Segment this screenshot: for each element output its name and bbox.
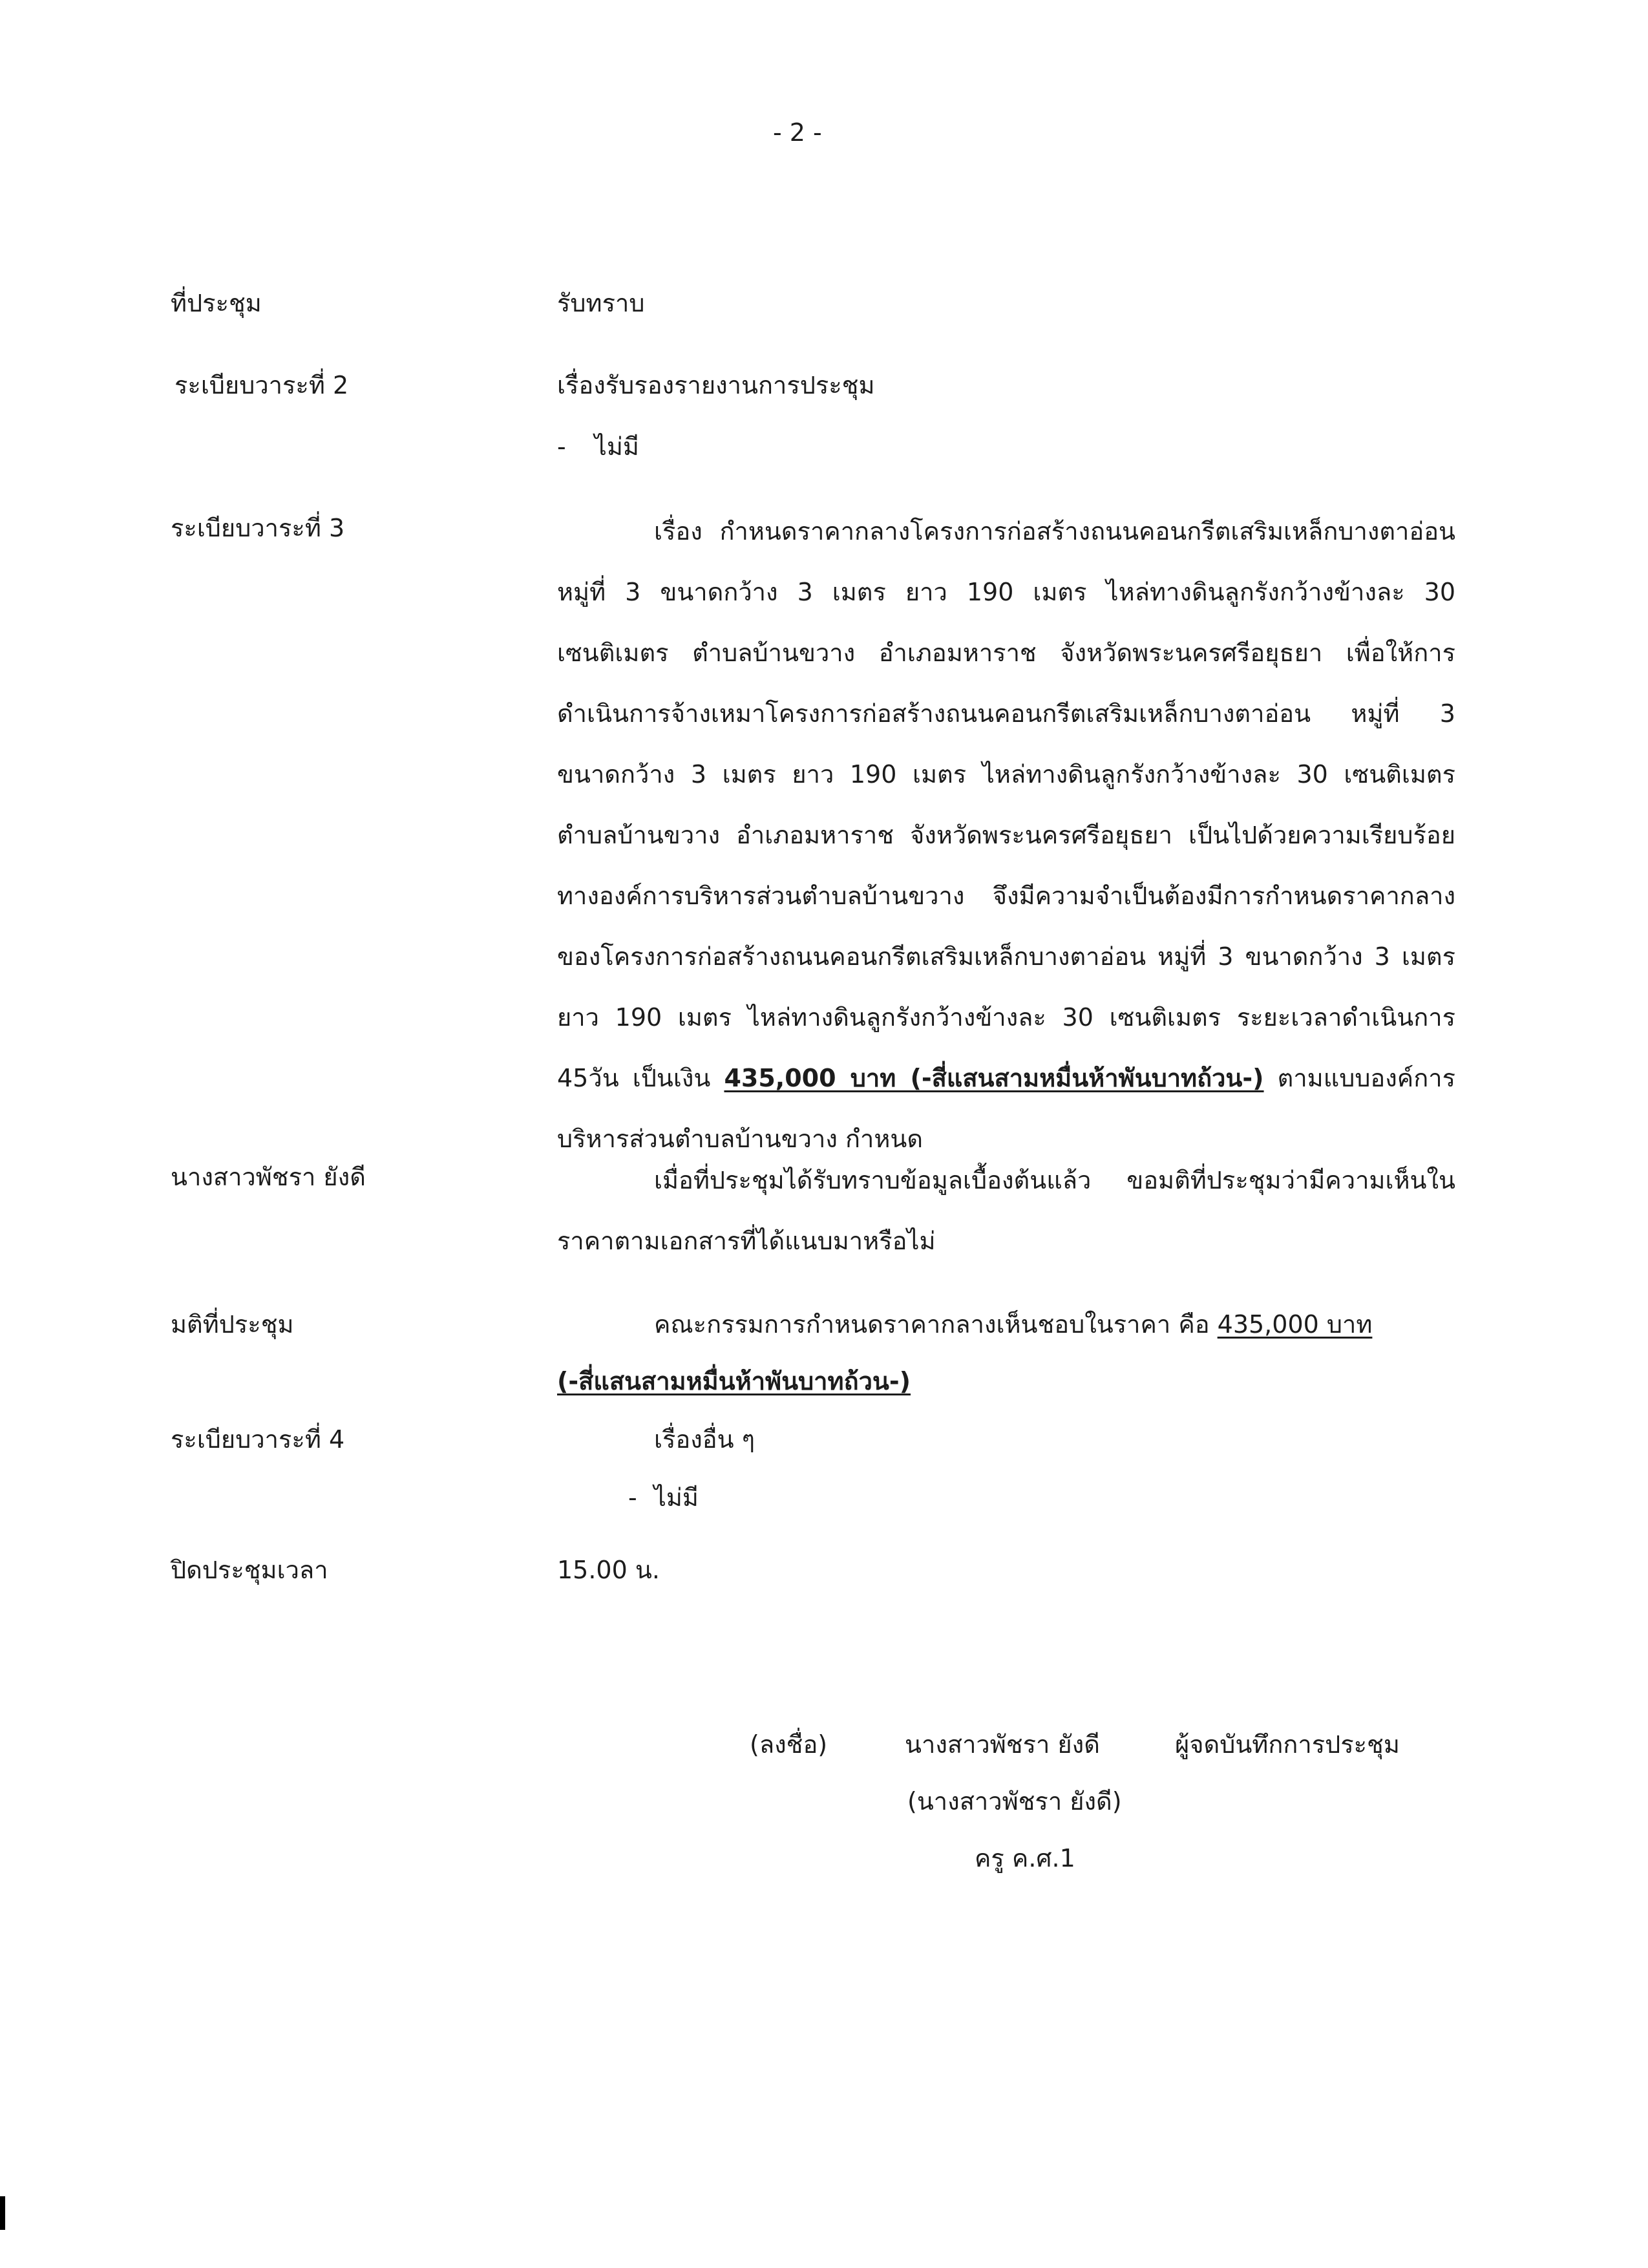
resolution-amount-words-line [557,1369,911,1394]
agenda-4-item [628,1485,699,1510]
meeting-label: ที่ประชุม [171,289,262,317]
speaker-text: เมื่อที่ประชุมได้รับทราบข้อมูลเบื้องต้นแล้ว ขอมติที่ประชุมว่ามีความเห็นในราคาตามเอกสารที่ได้แนบมาหรือไม่ [557,1166,1455,1255]
agenda-3-text-before: เรื่อง กำหนดราคากลางโครงการก่อสร้างถนนคอนกรีตเสริมเหล็กบางตาอ่อน หมู่ที่ 3 ขนาดกว้าง 3 เมตร ยาว 190 เมตร ไหล่ทางดินลูกรังกว้างข้างละ 30 เซนติเมตร ตำบลบ้านขวาง อำเภอมหาราช จังหวัดพระนครศรีอยุธยา เพื่อให้การดำเนินการจ้างเหมาโครงการก่อสร้างถนนคอนกรีตเสริมเหล็กบางตาอ่อน หมู่ที่ 3 ขนาดกว้าง 3 เมตร ยาว 190 เมตร ไหล่ทางดินลูกรังกว้างข้างละ 30 เซนติเมตร ตำบลบ้านขวาง อำเภอมหาราช จังหวัดพระนครศรีอยุธยา เป็นไปด้วยความเรียบร้อยทางองค์การบริหารส่วนตำบลบ้านขวาง จึงมีความจำเป็นต้องมีการกำหนดราคากลางของโครงการก่อสร้างถนนคอนกรีตเสริมเหล็กบางตาอ่อน หมู่ที่ 3 ขนาดกว้าง 3 เมตร ยาว 190 เมตร ไหล่ทางดินลูกรังกว้างข้างละ 30 เซนติเมตร ระยะเวลาดำเนินการ 45วัน เป็นเงิน [557,517,1455,1092]
page-number: - 2 - [773,118,822,147]
signer-position: ครู ค.ศ.1 [975,1844,1075,1872]
resolution-label: มติที่ประชุม [171,1310,294,1339]
resolution-text: คณะกรรมการกำหนดราคากลางเห็นชอบในราคา คือ [654,1310,1218,1339]
agenda-2-item-text: ไม่มี [594,432,639,461]
agenda-4-title: เรื่องอื่น ๆ [654,1425,755,1454]
speaker-paragraph [557,1150,1455,1271]
agenda-4-label: ระเบียบวาระที่ 4 [171,1425,345,1454]
meeting-acknowledged-text: รับทราบ [557,289,645,317]
agenda-2-title: เรื่องรับรองรายงานการประชุม [557,371,875,399]
scan-edge-mark [0,2196,5,2230]
signature-label: (ลงชื่อ) [750,1730,828,1759]
closing-time-label: ปิดประชุมเวลา [171,1556,328,1584]
speaker-name-label: นางสาวพัชรา ยังดี [171,1163,366,1191]
resolution-amount-words: (-สี่แสนสามหมื่นห้าพันบาทถ้วน-) [557,1367,911,1395]
signer-name-parenthesized: (นางสาวพัชรา ยังดี) [907,1787,1122,1816]
agenda-4-item-text: ไม่มี [653,1483,699,1512]
agenda-2-label: ระเบียบวาระที่ 2 [174,371,349,399]
agenda-2-dash: - [557,432,566,461]
signer-role: ผู้จดบันทึกการประชุม [1175,1730,1400,1759]
agenda-4-dash: - [628,1483,637,1512]
agenda-2-item [557,434,639,459]
agenda-3-paragraph [557,501,1455,1169]
agenda-3-label: ระเบียบวาระที่ 3 [171,514,345,542]
agenda-3-text-after: ตามแบบองค์การบริหารส่วนตำบลบ้านขวาง กำหนด [557,1064,1455,1153]
resolution-line [654,1312,1372,1337]
resolution-amount: 435,000 บาท [1217,1310,1373,1339]
closing-time-value: 15.00 น. [557,1556,660,1584]
agenda-3-amount: 435,000 บาท (-สี่แสนสามหมื่นห้าพันบาทถ้วน-) [724,1064,1264,1092]
signer-name: นางสาวพัชรา ยังดี [905,1730,1100,1759]
